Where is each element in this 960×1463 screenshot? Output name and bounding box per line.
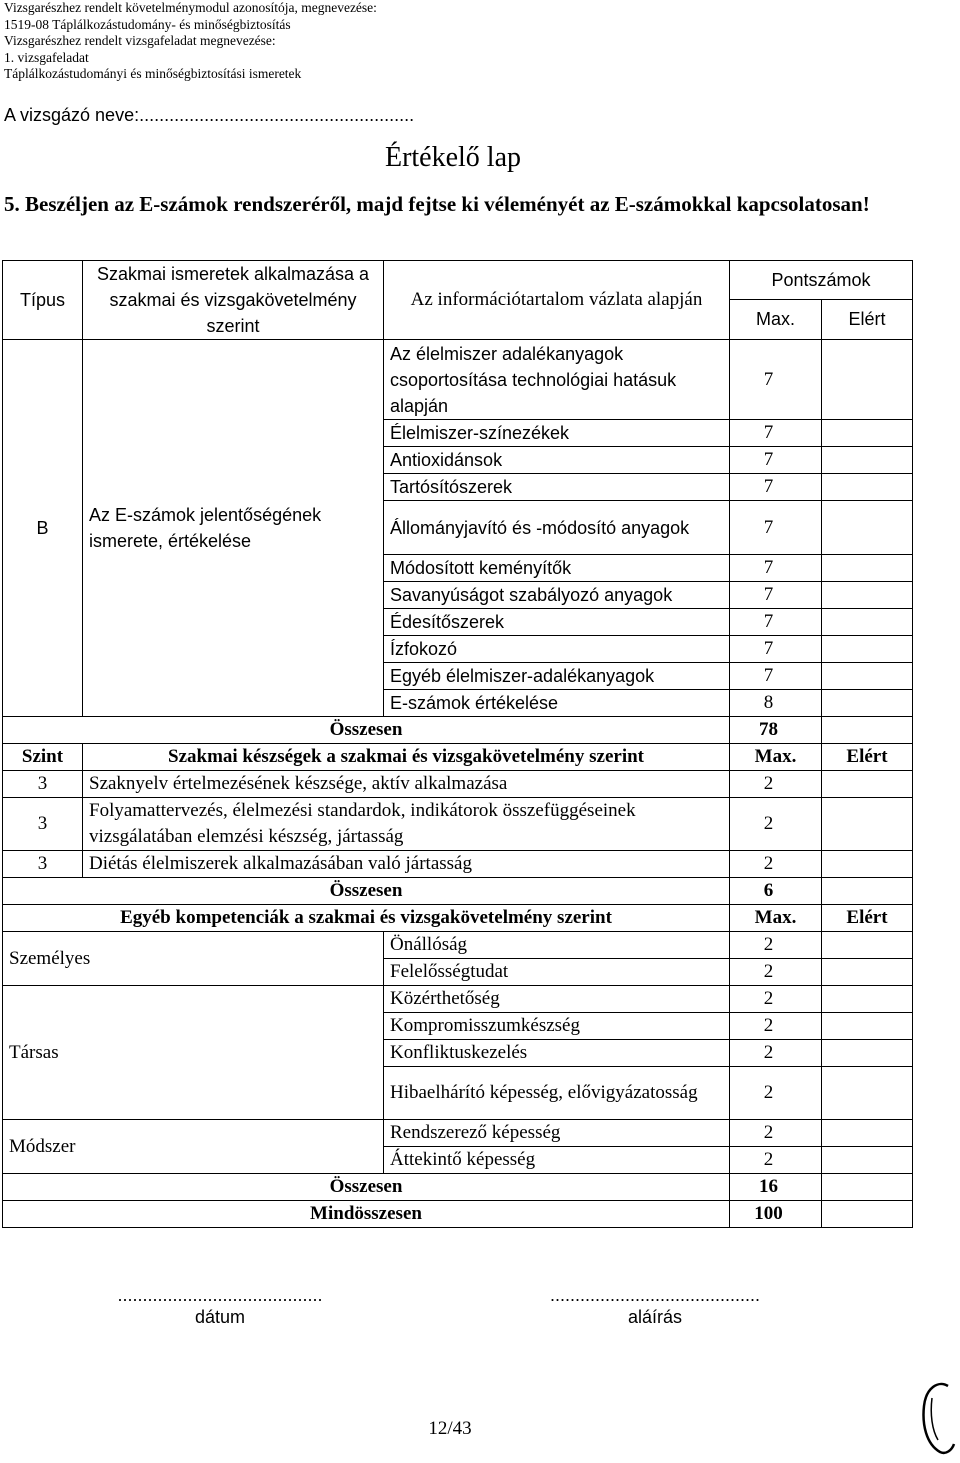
subtotal-achieved[interactable] bbox=[822, 1174, 913, 1201]
header-line: Táplálkozástudományi és minőségbiztosítási ismeretek bbox=[4, 66, 302, 81]
criterion-achieved[interactable] bbox=[822, 690, 913, 717]
criterion-label: Módosított keményítők bbox=[384, 555, 730, 582]
date-label: dátum bbox=[194, 1307, 246, 1327]
subtotal-max: 16 bbox=[730, 1174, 822, 1201]
criterion-max: 7 bbox=[730, 474, 822, 501]
subtotal-max: 6 bbox=[730, 878, 822, 905]
grand-total-achieved[interactable] bbox=[822, 1201, 913, 1228]
competency-max: 2 bbox=[730, 986, 822, 1013]
competency-max: 2 bbox=[730, 1067, 822, 1120]
subtotal-label: Összesen bbox=[3, 878, 730, 905]
examinee-name-line: A vizsgázó neve:....................................................... bbox=[4, 105, 415, 125]
header-points: Pontszámok bbox=[730, 261, 913, 300]
skill-achieved[interactable] bbox=[822, 851, 913, 878]
skill-level: 3 bbox=[3, 798, 83, 851]
criterion-achieved[interactable] bbox=[822, 340, 913, 420]
header-line: Vizsgarészhez rendelt követelménymodul azonosítója, megnevezése: bbox=[4, 0, 377, 15]
grand-total-max: 100 bbox=[730, 1201, 822, 1228]
criterion-max: 7 bbox=[730, 555, 822, 582]
date-dots: ......................................... bbox=[117, 1285, 323, 1305]
skill-max: 2 bbox=[730, 851, 822, 878]
header-line: Vizsgarészhez rendelt vizsgafeladat megnevezése: bbox=[4, 33, 276, 48]
competency-max: 2 bbox=[730, 1120, 822, 1147]
handwritten-mark-icon bbox=[918, 1378, 958, 1458]
competency-max: 2 bbox=[730, 1147, 822, 1174]
skill-level: 3 bbox=[3, 851, 83, 878]
competency-label: Áttekintő képesség bbox=[384, 1147, 730, 1174]
grand-total-label: Mindösszesen bbox=[3, 1201, 730, 1228]
header-info: Az információtartalom vázlata alapján bbox=[384, 261, 730, 340]
criterion-achieved[interactable] bbox=[822, 474, 913, 501]
subtotal-label: Összesen bbox=[3, 1174, 730, 1201]
evaluation-table bbox=[2, 260, 913, 1228]
criterion-achieved[interactable] bbox=[822, 663, 913, 690]
skill-label: Szaknyelv értelmezésének készsége, aktív alkalmazása bbox=[83, 771, 730, 798]
competency-achieved[interactable] bbox=[822, 1067, 913, 1120]
competency-achieved[interactable] bbox=[822, 932, 913, 959]
criterion-max: 7 bbox=[730, 663, 822, 690]
skill-achieved[interactable] bbox=[822, 771, 913, 798]
competencies-header: Egyéb kompetenciák a szakmai és vizsgakövetelmény szerint bbox=[3, 905, 730, 932]
competency-achieved[interactable] bbox=[822, 1040, 913, 1067]
criterion-label: Egyéb élelmiszer-adalékanyagok bbox=[384, 663, 730, 690]
competency-group: Személyes bbox=[3, 932, 384, 986]
competency-label: Rendszerező képesség bbox=[384, 1120, 730, 1147]
competency-achieved[interactable] bbox=[822, 1120, 913, 1147]
competency-label: Kompromisszumkészség bbox=[384, 1013, 730, 1040]
topic-cell: Az E-számok jelentőségének ismerete, értékelése bbox=[83, 340, 384, 717]
competency-achieved[interactable] bbox=[822, 1147, 913, 1174]
criterion-max: 7 bbox=[730, 501, 822, 555]
skill-label: Diétás élelmiszerek alkalmazásában való jártasság bbox=[83, 851, 730, 878]
criterion-achieved[interactable] bbox=[822, 582, 913, 609]
competency-group: Társas bbox=[3, 986, 384, 1120]
header-knowledge: Szakmai ismeretek alkalmazása a szakmai és vizsgakövetelmény szerint bbox=[83, 261, 384, 340]
criterion-max: 8 bbox=[730, 690, 822, 717]
criterion-achieved[interactable] bbox=[822, 420, 913, 447]
type-cell: B bbox=[3, 340, 83, 717]
subtotal-achieved[interactable] bbox=[822, 717, 913, 744]
criterion-max: 7 bbox=[730, 582, 822, 609]
competency-group: Módszer bbox=[3, 1120, 384, 1174]
page-title: Értékelő lap bbox=[384, 142, 522, 173]
signature-label: aláírás bbox=[627, 1307, 683, 1327]
criterion-achieved[interactable] bbox=[822, 501, 913, 555]
competency-achieved[interactable] bbox=[822, 959, 913, 986]
header-type: Típus bbox=[3, 261, 83, 340]
header-achieved: Elért bbox=[822, 744, 913, 771]
signature-dots: .......................................... bbox=[549, 1285, 761, 1305]
subtotal-max: 78 bbox=[730, 717, 822, 744]
criterion-max: 7 bbox=[730, 340, 822, 420]
skill-max: 2 bbox=[730, 798, 822, 851]
competency-achieved[interactable] bbox=[822, 1013, 913, 1040]
document-header bbox=[4, 0, 377, 83]
skill-max: 2 bbox=[730, 771, 822, 798]
skill-label: Folyamattervezés, élelmezési standardok, indikátorok összefüggéseinek vizsgálatában elemzési készség, jártasság bbox=[83, 798, 730, 851]
criterion-achieved[interactable] bbox=[822, 447, 913, 474]
competency-achieved[interactable] bbox=[822, 986, 913, 1013]
competency-max: 2 bbox=[730, 932, 822, 959]
page-number: 12/43 bbox=[428, 1418, 472, 1439]
header-achieved: Elért bbox=[822, 905, 913, 932]
criterion-max: 7 bbox=[730, 609, 822, 636]
competency-max: 2 bbox=[730, 1013, 822, 1040]
skill-achieved[interactable] bbox=[822, 798, 913, 851]
criterion-label: Savanyúságot szabályozó anyagok bbox=[384, 582, 730, 609]
criterion-achieved[interactable] bbox=[822, 636, 913, 663]
criterion-label: Édesítőszerek bbox=[384, 609, 730, 636]
signature-block bbox=[515, 1284, 795, 1328]
criterion-label: Ízfokozó bbox=[384, 636, 730, 663]
criterion-achieved[interactable] bbox=[822, 609, 913, 636]
task-statement: 5. Beszéljen az E-számok rendszeréről, majd fejtse ki véleményét az E-számokkal kapcsolatosan! bbox=[4, 192, 870, 216]
header-max: Max. bbox=[730, 299, 822, 339]
subtotal-achieved[interactable] bbox=[822, 878, 913, 905]
criterion-label: E-számok értékelése bbox=[384, 690, 730, 717]
header-line: 1. vizsgafeladat bbox=[4, 49, 89, 65]
competency-label: Konfliktuskezelés bbox=[384, 1040, 730, 1067]
header-line: 1519-08 Táplálkozástudomány- és minőségbiztosítás bbox=[4, 16, 291, 32]
criterion-label: Az élelmiszer adalékanyagok csoportosítása technológiai hatásuk alapján bbox=[384, 340, 730, 420]
criterion-max: 7 bbox=[730, 636, 822, 663]
criterion-max: 7 bbox=[730, 447, 822, 474]
criterion-label: Élelmiszer-színezékek bbox=[384, 420, 730, 447]
competency-label: Önállóság bbox=[384, 932, 730, 959]
competency-max: 2 bbox=[730, 1040, 822, 1067]
competency-label: Felelősségtudat bbox=[384, 959, 730, 986]
criterion-max: 7 bbox=[730, 420, 822, 447]
skill-level: 3 bbox=[3, 771, 83, 798]
criterion-achieved[interactable] bbox=[822, 555, 913, 582]
date-signature-block bbox=[80, 1284, 360, 1328]
criterion-label: Antioxidánsok bbox=[384, 447, 730, 474]
skills-header: Szakmai készségek a szakmai és vizsgakövetelmény szerint bbox=[83, 744, 730, 771]
criterion-label: Tartósítószerek bbox=[384, 474, 730, 501]
competency-label: Hibaelhárító képesség, elővigyázatosság bbox=[384, 1067, 730, 1120]
header-achieved: Elért bbox=[822, 299, 913, 339]
competency-label: Közérthetőség bbox=[384, 986, 730, 1013]
criterion-label: Állományjavító és -módosító anyagok bbox=[384, 501, 730, 555]
header-level: Szint bbox=[3, 744, 83, 771]
header-max: Max. bbox=[730, 905, 822, 932]
subtotal-label: Összesen bbox=[3, 717, 730, 744]
competency-max: 2 bbox=[730, 959, 822, 986]
header-max: Max. bbox=[730, 744, 822, 771]
